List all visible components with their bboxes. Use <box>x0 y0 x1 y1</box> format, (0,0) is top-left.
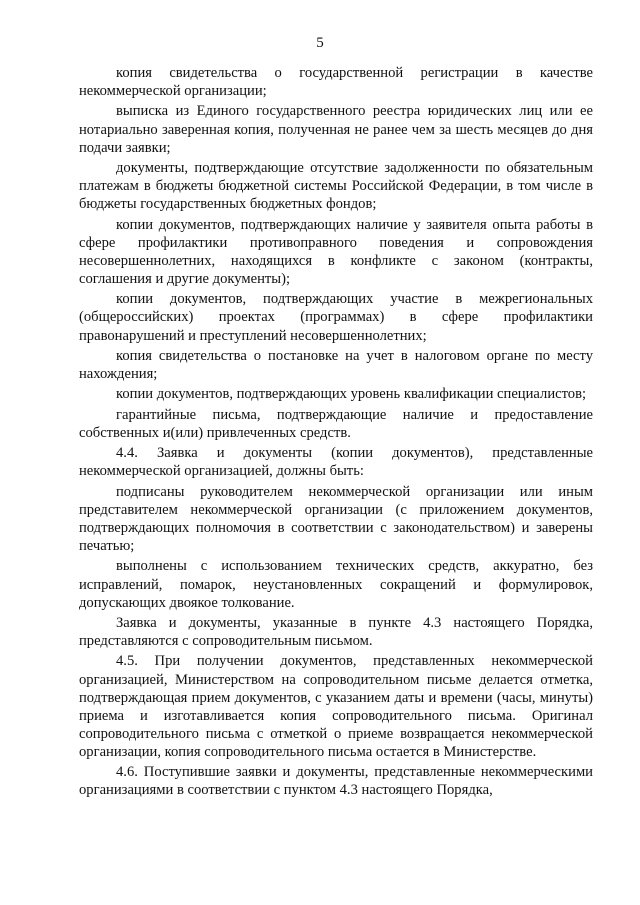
paragraph: копия свидетельства о постановке на учет в налоговом органе по месту нахождения; <box>79 347 593 382</box>
paragraph: документы, подтверждающие отсутствие задолженности по обязательным платежам в бюджеты бюджетной системы Российской Федерации, в том числе в бюджеты государственных бюджетных фондов; <box>79 160 593 213</box>
paragraph: выполнены с использованием технических средств, аккуратно, без исправлений, помарок, неустановленных сокращений и формулировок, допускающих двоякое толкование. <box>79 558 593 611</box>
paragraph: копии документов, подтверждающих наличие у заявителя опыта работы в сфере профилактики противоправного поведения и сопровождения несовершеннолетних, находящихся в конфликте с законом (контракты, соглашения и другие документы); <box>79 216 593 287</box>
paragraph: гарантийные письма, подтверждающие наличие и предоставление собственных и(или) привлеченных средств. <box>79 406 593 441</box>
paragraph: копия свидетельства о государственной регистрации в качестве некоммерческой организации; <box>79 65 593 100</box>
paragraph: выписка из Единого государственного реестра юридических лиц или ее нотариально заверенная копия, полученная не ранее чем за шесть месяцев до дня подачи заявки; <box>79 103 593 156</box>
page-number: 5 <box>316 35 324 51</box>
paragraph: 4.4. Заявка и документы (копии документов), представленные некоммерческой организацией, должны быть: <box>79 445 593 480</box>
paragraph: 4.5. При получении документов, представленных некоммерческой организацией, Министерством на сопроводительном письме делается отметка, подтверждающая прием документов, с указанием даты и времени (часы, минуты) приема и изготавливается копия сопроводительного письма. Оригинал сопроводительного письма с отметкой о приеме возвращается некоммерческой организации, копия сопроводительного письма остается в Министерстве. <box>79 653 593 760</box>
paragraph: Заявка и документы, указанные в пункте 4.3 настоящего Порядка, представляются с сопроводительным письмом. <box>79 614 593 650</box>
paragraph: подписаны руководителем некоммерческой организации или иным представителем некоммерческой организации (с приложением документов, подтверждающих полномочия в соответствии с законодательством) и заверены печатью; <box>79 483 593 555</box>
paragraph: 4.6. Поступившие заявки и документы, представленные некоммерческими организациями в соответствии с пунктом 4.3 настоящего Порядка, <box>79 764 593 799</box>
paragraph: копии документов, подтверждающих участие в межрегиональных (общероссийских) проектах (программах) в сфере профилактики правонарушений и преступлений несовершеннолетних; <box>79 291 593 344</box>
document-body <box>79 64 593 802</box>
paragraph: копии документов, подтверждающих уровень квалификации специалистов; <box>116 386 587 403</box>
